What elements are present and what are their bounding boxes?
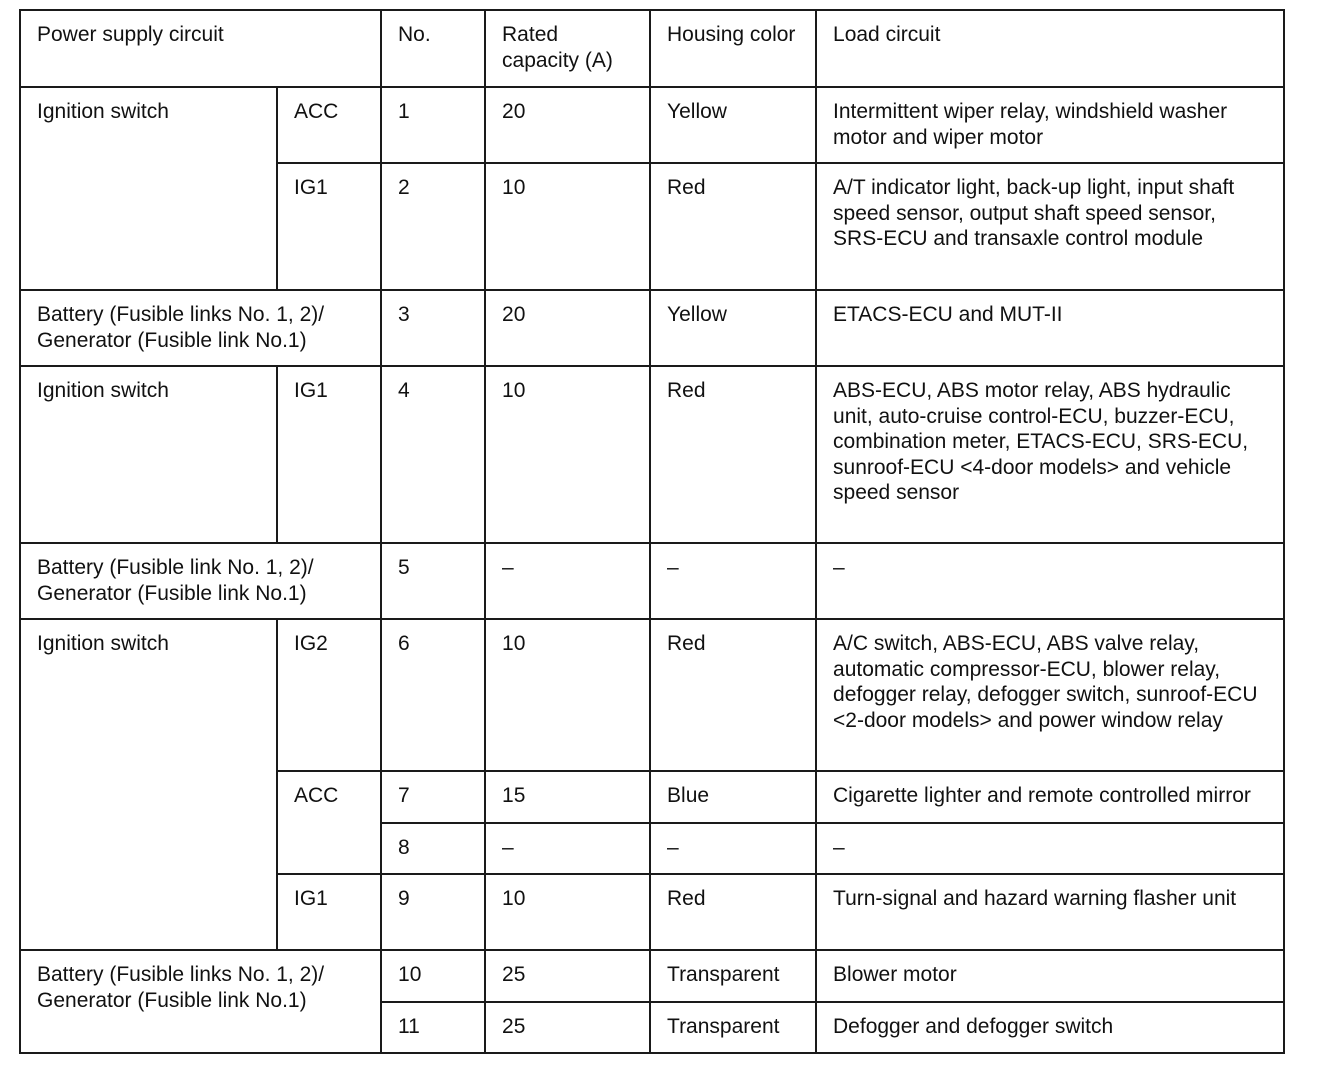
housing-color-cell: Transparent <box>650 950 816 1002</box>
load-circuit-cell: Turn-signal and hazard warning flasher unit <box>816 874 1284 950</box>
rated-capacity-cell: 10 <box>485 874 650 950</box>
table-row <box>20 290 1284 366</box>
header-power-supply: Power supply circuit <box>20 10 381 87</box>
load-circuit-cell: A/T indicator light, back-up light, input shaft speed sensor, output shaft speed sensor, SRS-ECU and transaxle control module <box>816 163 1284 290</box>
load-circuit-cell: ETACS-ECU and MUT-II <box>816 290 1284 366</box>
housing-color-cell: Yellow <box>650 290 816 366</box>
rated-capacity-cell: 10 <box>485 163 650 290</box>
housing-color-cell: – <box>650 543 816 619</box>
fuse-number-cell: 3 <box>381 290 485 366</box>
header-housing-color: Housing color <box>650 10 816 87</box>
rated-capacity-cell: 25 <box>485 950 650 1002</box>
switch-position-cell: IG2 <box>277 619 381 771</box>
header-load-circuit: Load circuit <box>816 10 1284 87</box>
load-circuit-cell: Defogger and defogger switch <box>816 1002 1284 1053</box>
fuse-number-cell: 2 <box>381 163 485 290</box>
load-circuit-cell: Intermittent wiper relay, windshield washer motor and wiper motor <box>816 87 1284 163</box>
fuse-number-cell: 9 <box>381 874 485 950</box>
rated-capacity-cell: 20 <box>485 87 650 163</box>
switch-position-cell: IG1 <box>277 874 381 950</box>
housing-color-cell: – <box>650 823 816 874</box>
fuse-number-cell: 6 <box>381 619 485 771</box>
rated-capacity-cell: 10 <box>485 619 650 771</box>
load-circuit-cell: ABS-ECU, ABS motor relay, ABS hydraulic unit, auto-cruise control-ECU, buzzer-ECU, combination meter, ETACS-ECU, SRS-ECU, sunroof-ECU <4-door models> and vehicle speed sensor <box>816 366 1284 543</box>
fuse-number-cell: 8 <box>381 823 485 874</box>
housing-color-cell: Red <box>650 619 816 771</box>
load-circuit-cell: A/C switch, ABS-ECU, ABS valve relay, automatic compressor-ECU, blower relay, defogger relay, defogger switch, sunroof-ECU <2-door models> and power window relay <box>816 619 1284 771</box>
housing-color-cell: Yellow <box>650 87 816 163</box>
rated-capacity-cell: 10 <box>485 366 650 543</box>
rated-capacity-cell: 15 <box>485 771 650 823</box>
table-row <box>20 543 1284 619</box>
source-cell: Ignition switch <box>20 87 277 290</box>
fuse-number-cell: 10 <box>381 950 485 1002</box>
housing-color-cell: Red <box>650 366 816 543</box>
rated-capacity-cell: 25 <box>485 1002 650 1053</box>
load-circuit-cell: – <box>816 823 1284 874</box>
rated-capacity-cell: – <box>485 823 650 874</box>
header-rated-capacity: Rated capacity (A) <box>485 10 650 87</box>
source-cell: Battery (Fusible links No. 1, 2)/ Generator (Fusible link No.1) <box>20 950 381 1053</box>
housing-color-cell: Blue <box>650 771 816 823</box>
rated-capacity-cell: 20 <box>485 290 650 366</box>
table-row <box>20 87 1284 163</box>
source-cell: Ignition switch <box>20 366 277 543</box>
fuse-table <box>19 9 1285 1054</box>
header-no: No. <box>381 10 485 87</box>
table-row <box>20 619 1284 771</box>
switch-position-cell: ACC <box>277 87 381 163</box>
fuse-number-cell: 11 <box>381 1002 485 1053</box>
housing-color-cell: Red <box>650 874 816 950</box>
fuse-number-cell: 7 <box>381 771 485 823</box>
load-circuit-cell: Blower motor <box>816 950 1284 1002</box>
switch-position-cell: IG1 <box>277 366 381 543</box>
switch-position-cell: IG1 <box>277 163 381 290</box>
load-circuit-cell: – <box>816 543 1284 619</box>
source-cell: Ignition switch <box>20 619 277 950</box>
rated-capacity-cell: – <box>485 543 650 619</box>
fuse-number-cell: 4 <box>381 366 485 543</box>
housing-color-cell: Red <box>650 163 816 290</box>
fuse-number-cell: 1 <box>381 87 485 163</box>
header-row <box>20 10 1284 87</box>
fuse-number-cell: 5 <box>381 543 485 619</box>
table-row <box>20 950 1284 1002</box>
source-cell: Battery (Fusible links No. 1, 2)/ Generator (Fusible link No.1) <box>20 290 381 366</box>
source-cell: Battery (Fusible link No. 1, 2)/ Generator (Fusible link No.1) <box>20 543 381 619</box>
housing-color-cell: Transparent <box>650 1002 816 1053</box>
table-row <box>20 366 1284 543</box>
switch-position-cell: ACC <box>277 771 381 874</box>
load-circuit-cell: Cigarette lighter and remote controlled mirror <box>816 771 1284 823</box>
